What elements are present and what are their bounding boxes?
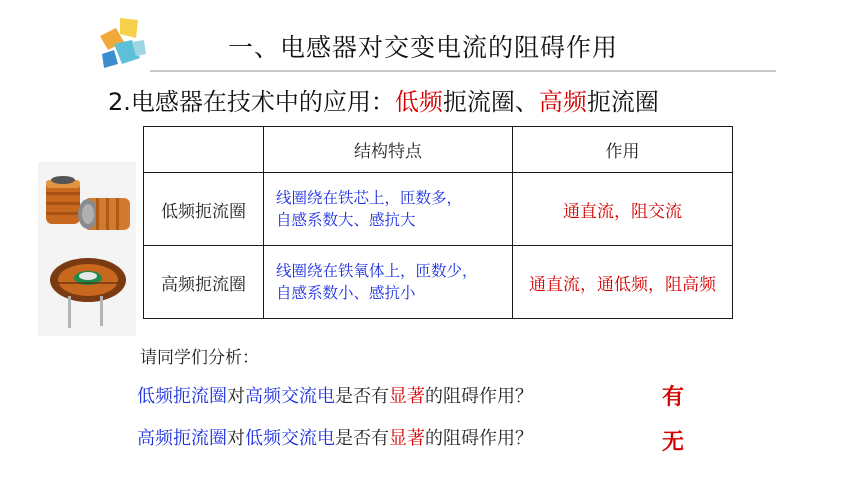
subtitle-mid2: 扼流圈: [586, 88, 659, 116]
row-label-low-freq-choke: 低频扼流圈: [144, 173, 264, 246]
q2-subject: 高频扼流圈: [137, 428, 227, 449]
subtitle-high-freq: 高频: [538, 88, 587, 116]
inductor-photo: [38, 162, 136, 336]
slide-title: 一、电感器对交变电流的阻碍作用: [228, 33, 619, 62]
q1-text2: 是否有: [335, 386, 389, 407]
structure-line: 自感系数小、感抗小: [276, 284, 416, 302]
table-row: [144, 246, 733, 319]
table-header-function: 作用: [513, 127, 733, 173]
cubes-logo-icon: [92, 14, 150, 72]
structure-line: 线圈绕在铁氧体上，匝数少，: [276, 262, 478, 280]
q1-text1: 对: [227, 386, 245, 407]
question-1: [137, 382, 533, 408]
table-row: [144, 173, 733, 246]
row-label-high-freq-choke: 高频扼流圈: [144, 246, 264, 319]
analysis-prompt: 请同学们分析：: [140, 348, 259, 368]
structure-cell: [264, 246, 513, 319]
q2-text1: 对: [227, 428, 245, 449]
subtitle-mid1: 扼流圈、: [442, 88, 539, 116]
q2-text3: 的阻碍作用？: [425, 428, 533, 449]
answer-1: 有: [662, 385, 685, 410]
q2-key: 显著: [389, 428, 425, 449]
answer-2: 无: [662, 430, 685, 455]
title-divider: [150, 70, 776, 72]
structure-line: 自感系数大、感抗大: [276, 211, 416, 229]
question-2: [137, 424, 533, 450]
subtitle-low-freq: 低频: [394, 88, 443, 116]
q1-object: 高频交流电: [245, 386, 335, 407]
q1-subject: 低频扼流圈: [137, 386, 227, 407]
function-cell: 通直流，阻交流: [513, 173, 733, 246]
function-cell: 通直流，通低频，阻高频: [513, 246, 733, 319]
table-header-row: [144, 127, 733, 173]
structure-line: 线圈绕在铁芯上，匝数多，: [276, 189, 463, 207]
q1-text3: 的阻碍作用？: [425, 386, 533, 407]
choke-comparison-table: [143, 126, 733, 319]
subtitle-prefix: 2.电感器在技术中的应用：: [108, 88, 395, 116]
q1-key: 显著: [389, 386, 425, 407]
table-header-structure: 结构特点: [264, 127, 513, 173]
q2-text2: 是否有: [335, 428, 389, 449]
structure-cell: [264, 173, 513, 246]
q2-object: 低频交流电: [245, 428, 335, 449]
table-header-blank: [144, 127, 264, 173]
slide-subtitle: [108, 82, 659, 117]
